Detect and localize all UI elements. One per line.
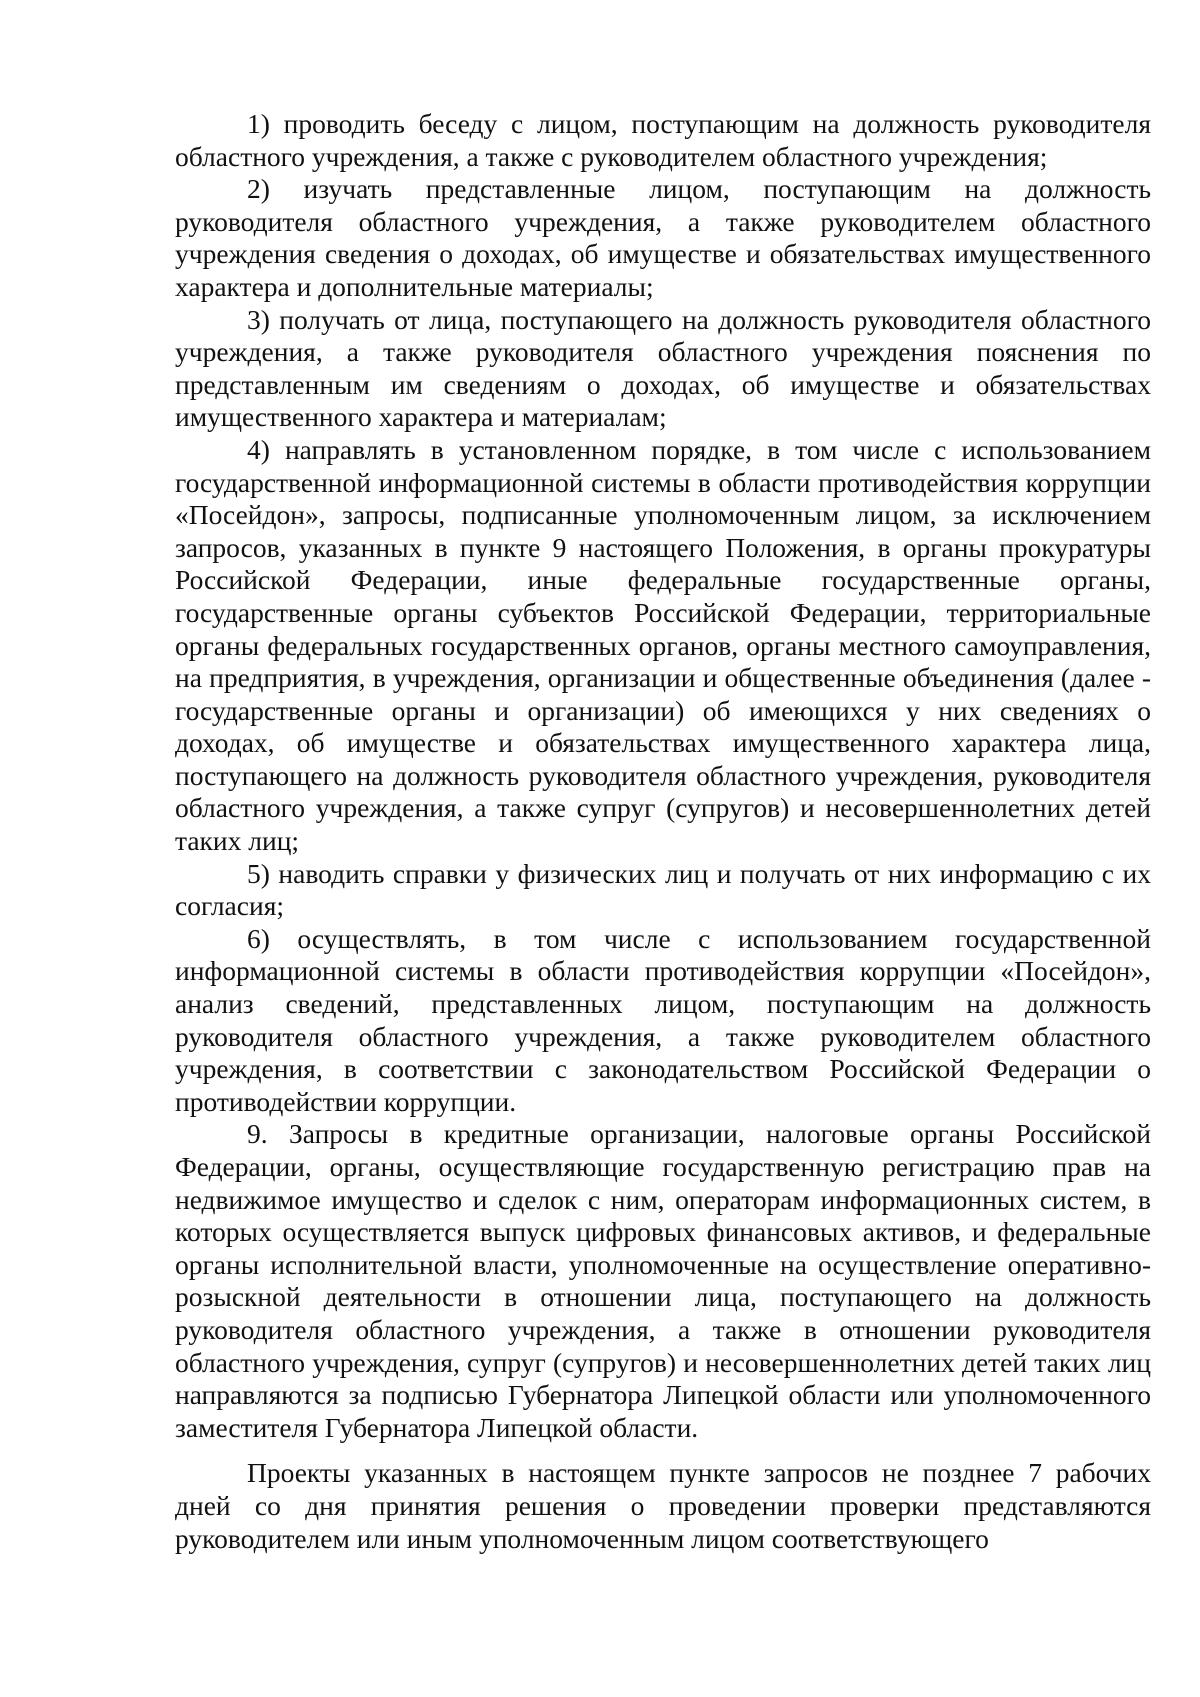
paragraph-requests-drafts: Проекты указанных в настоящем пункте запросов не позднее 7 рабочих дней со дня принятия решения о проведении проверки представляются руководителем или иным уполномоченным лицом соответствующего <box>175 1457 1151 1554</box>
paragraph-item-5: 5) наводить справки у физических лиц и получать от них информацию с их согласия; <box>175 857 1151 922</box>
paragraph-item-4: 4) направлять в установленном порядке, в том числе с использованием государственной информационной системы в области противодействия коррупции «Посейдон», запросы, подписанные уполномоченным лицом, за исключением запросов, указанных в пункте 9 настоящего Положения, в органы прокуратуры Российской Федерации, иные федеральные государственные органы, государственные органы субъектов Российской Федерации, территориальные органы федеральных государственных органов, органы местного самоуправления, на предприятия, в учреждения, организации и общественные объединения (далее - государственные органы и организации) об имеющихся у них сведениях о доходах, об имуществе и обязательствах имущественного характера лица, поступающего на должность руководителя областного учреждения, руководителя областного учреждения, а также супруг (супругов) и несовершеннолетних детей таких лиц; <box>175 433 1151 857</box>
paragraph-item-6: 6) осуществлять, в том числе с использованием государственной информационной системы в области противодействия коррупции «Посейдон», анализ сведений, представленных лицом, поступающим на должность руководителя областного учреждения, а также руководителем областного учреждения, в соответствии с законодательством Российской Федерации о противодействии коррупции. <box>175 922 1151 1117</box>
paragraph-item-3: 3) получать от лица, поступающего на должность руководителя областного учреждения, а также руководителя областного учреждения пояснения по представленным им сведениям о доходах, об имуществе и обязательствах имущественного характера и материалам; <box>175 303 1151 433</box>
paragraph-item-1: 1) проводить беседу с лицом, поступающим на должность руководителя областного учреждения, а также с руководителем областного учреждения; <box>175 108 1151 172</box>
document-page <box>175 108 1151 1555</box>
paragraph-item-2: 2) изучать представленные лицом, поступающим на должность руководителя областного учреждения, а также руководителем областного учреждения сведения о доходах, об имуществе и обязательствах имущественного характера и дополнительные материалы; <box>175 173 1151 302</box>
paragraph-point-9: 9. Запросы в кредитные организации, налоговые органы Российской Федерации, органы, осуществляющие государственную регистрацию прав на недвижимое имущество и сделок с ним, операторам информационных систем, в которых осуществляется выпуск цифровых финансовых активов, и федеральные органы исполнительной власти, уполномоченные на осуществление оперативно-розыскной деятельности в отношении лица, поступающего на должность руководителя областного учреждения, а также в отношении руководителя областного учреждения, супруг (супругов) и несовершеннолетних детей таких лиц направляются за подписью Губернатора Липецкой области или уполномоченного заместителя Губернатора Липецкой области. <box>175 1118 1151 1443</box>
